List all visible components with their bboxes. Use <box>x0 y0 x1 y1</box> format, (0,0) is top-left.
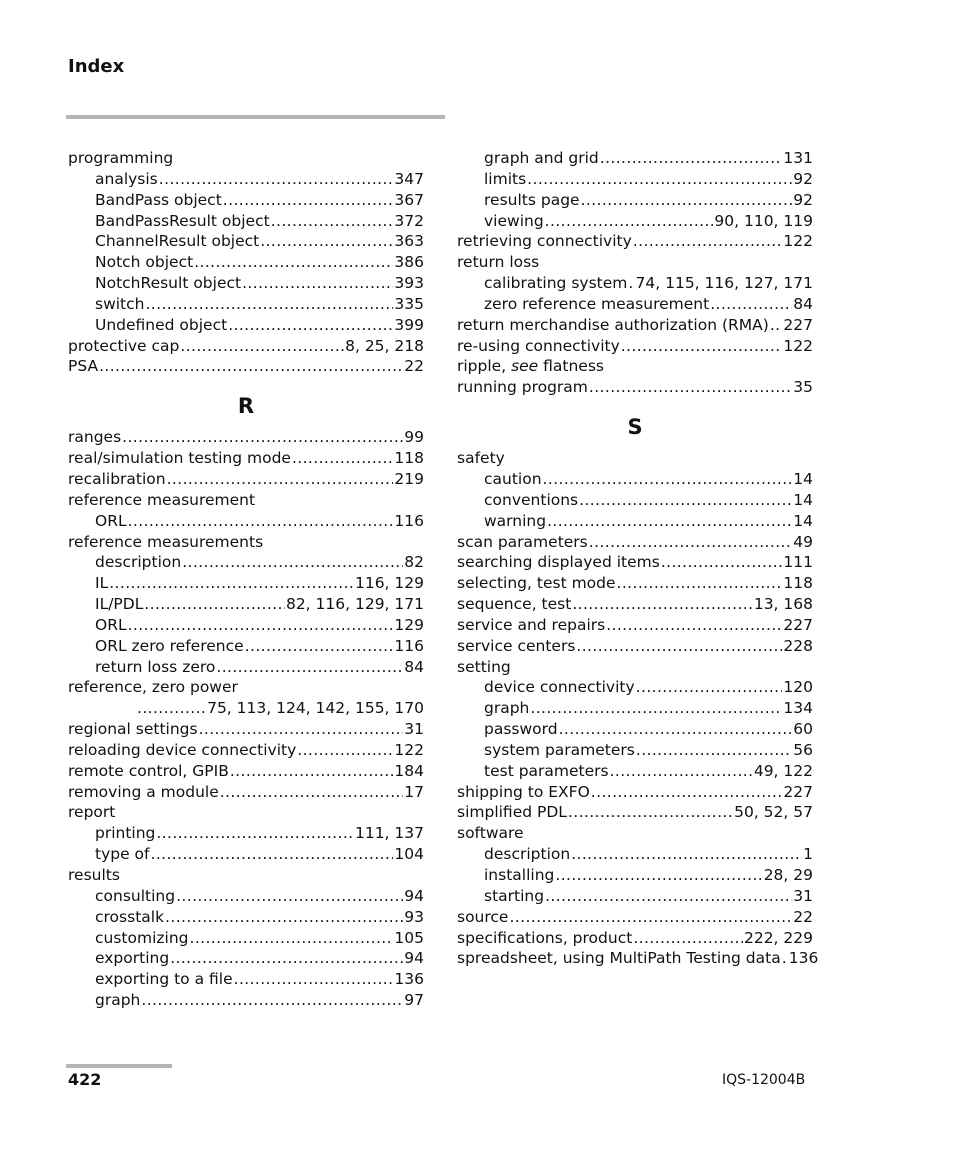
page-reference: 347 <box>394 169 424 188</box>
index-entry <box>68 336 424 357</box>
dot-leader <box>99 356 403 377</box>
index-entry <box>68 865 424 886</box>
page-reference: 134 <box>783 699 813 718</box>
page-reference: 14 <box>793 490 813 509</box>
index-term: reference measurements <box>68 532 264 551</box>
index-entry <box>457 823 813 844</box>
index-entry <box>457 356 813 377</box>
index-term: reloading device connectivity <box>68 740 297 759</box>
dot-leader <box>633 928 743 949</box>
see-reference: see <box>511 357 539 376</box>
index-entry <box>457 782 813 803</box>
index-subentry <box>68 552 424 573</box>
index-entry <box>68 740 424 761</box>
index-term: safety <box>457 449 505 468</box>
index-entry <box>457 231 813 252</box>
index-term: zero reference measurement <box>484 294 710 313</box>
dot-leader <box>145 294 393 315</box>
dot-leader <box>176 886 403 907</box>
index-entry <box>457 907 813 928</box>
index-term: return loss zero <box>95 657 216 676</box>
index-subentry <box>457 211 813 232</box>
index-term: running program <box>457 378 588 397</box>
index-term: scan parameters <box>457 532 588 551</box>
index-term: customizing <box>95 928 189 947</box>
page-reference: 129 <box>394 615 424 634</box>
index-subentry <box>457 190 813 211</box>
index-entry <box>68 448 424 469</box>
dot-leader <box>170 948 403 969</box>
index-term: exporting <box>95 949 170 968</box>
index-term: return loss <box>457 253 540 272</box>
page-reference: 84 <box>793 294 813 313</box>
dot-leader <box>770 315 783 336</box>
index-term: starting <box>484 886 545 905</box>
index-subentry <box>68 948 424 969</box>
index-entry <box>457 802 813 823</box>
index-subentry <box>457 886 813 907</box>
dot-leader <box>230 761 394 782</box>
page-title: Index <box>68 56 125 77</box>
index-entry <box>68 490 424 511</box>
index-term: reference measurement <box>68 490 256 509</box>
index-term: BandPassResult object <box>95 211 270 230</box>
index-subentry <box>68 294 424 315</box>
index-term: removing a module <box>68 782 219 801</box>
dot-leader <box>260 231 393 252</box>
index-term: installing <box>484 866 555 884</box>
page-reference: 8, 25, 218 <box>345 336 424 355</box>
index-term: consulting <box>95 886 176 905</box>
index-subentry <box>68 511 424 532</box>
index-column-right <box>457 148 819 969</box>
index-subentry <box>68 636 424 657</box>
index-subentry <box>68 273 424 294</box>
dot-leader <box>122 427 403 448</box>
index-term: regional settings <box>68 720 198 739</box>
dot-leader <box>591 782 783 803</box>
index-term: simplified PDL <box>457 803 567 822</box>
dot-leader <box>527 169 792 190</box>
index-entry <box>457 532 813 553</box>
see-target: flatness <box>538 357 604 376</box>
page-reference: 111 <box>783 553 813 572</box>
page-reference: 104 <box>394 845 424 864</box>
index-term: description <box>95 553 182 572</box>
dot-leader <box>156 823 354 844</box>
index-term: switch <box>95 294 145 313</box>
page-reference: 227 <box>783 615 813 634</box>
index-entry <box>68 532 424 553</box>
dot-leader <box>182 552 403 573</box>
page-reference: 118 <box>394 449 424 468</box>
page-reference: 120 <box>783 678 813 697</box>
page-reference: 60 <box>793 720 813 739</box>
index-term: programming <box>68 149 174 167</box>
index-term: setting <box>457 657 511 676</box>
dot-leader <box>600 148 783 169</box>
index-subentry <box>457 169 813 190</box>
page-reference: 74, 115, 116, 127, 171 <box>635 274 813 293</box>
index-term: test parameters <box>484 761 609 780</box>
page-reference: 84 <box>404 657 424 676</box>
dot-leader <box>547 511 792 532</box>
page-reference: 116 <box>394 636 424 655</box>
index-column-left <box>68 148 424 1011</box>
index-term: caution <box>484 469 542 488</box>
page-reference: 17 <box>404 782 424 801</box>
index-term: conventions <box>484 490 579 509</box>
page-reference: 228 <box>783 636 813 655</box>
page-reference: 35 <box>793 378 813 397</box>
page-number: 422 <box>68 1070 102 1089</box>
index-term: ORL <box>95 511 127 530</box>
page-reference: 50, 52, 57 <box>734 803 813 822</box>
header-rule <box>66 115 445 119</box>
index-term: real/simulation testing mode <box>68 449 291 468</box>
page-reference: 122 <box>783 336 813 355</box>
dot-leader <box>530 698 782 719</box>
dot-leader <box>228 315 393 336</box>
index-term: selecting, test mode <box>457 574 616 593</box>
page-reference: 122 <box>394 740 424 759</box>
index-term: graph <box>484 699 530 718</box>
dot-leader <box>579 490 792 511</box>
index-subentry <box>68 844 424 865</box>
page-reference: 22 <box>793 907 813 926</box>
index-term: ORL zero reference <box>95 636 244 655</box>
index-term: crosstalk <box>95 907 165 926</box>
index-term: system parameters <box>484 740 635 759</box>
dot-leader <box>137 698 206 719</box>
page-reference: 31 <box>793 886 813 905</box>
index-subentry <box>457 511 813 532</box>
index-subentry <box>68 886 424 907</box>
index-term: reference, zero power <box>68 678 238 697</box>
index-subentry <box>68 928 424 949</box>
index-subentry <box>457 844 813 865</box>
index-entry <box>68 719 424 740</box>
page-reference: 99 <box>404 428 424 447</box>
page-reference: 82, 116, 129, 171 <box>285 595 424 614</box>
dot-leader <box>628 273 634 294</box>
dot-leader <box>234 969 394 990</box>
index-term: report <box>68 803 116 822</box>
page-reference: 399 <box>394 315 424 334</box>
page-reference: 1 <box>803 845 813 864</box>
index-term: ranges <box>68 428 122 447</box>
index-term: device connectivity <box>484 678 635 697</box>
dot-leader <box>159 169 394 190</box>
dot-leader <box>194 252 393 273</box>
index-term: service and repairs <box>457 615 606 634</box>
index-entry <box>457 948 819 969</box>
index-subentry <box>68 969 424 990</box>
index-letter-heading: R <box>237 394 255 419</box>
index-subentry <box>68 990 424 1011</box>
dot-leader <box>165 907 403 928</box>
dot-leader <box>710 294 792 315</box>
index-subentry <box>68 169 424 190</box>
index-entry <box>457 448 813 469</box>
index-subentry <box>457 148 813 169</box>
dot-leader <box>555 865 762 886</box>
page-reference: 97 <box>404 991 424 1010</box>
page-reference: 94 <box>404 886 424 905</box>
dot-leader <box>589 532 793 553</box>
page-reference: 335 <box>394 294 424 313</box>
index-term: type of <box>95 845 150 864</box>
page-reference: 28, 29 <box>763 866 813 884</box>
index-entry <box>68 802 424 823</box>
index-entry <box>457 377 813 398</box>
index-entry <box>68 356 424 377</box>
page-reference: 13, 168 <box>753 595 813 614</box>
page-reference: 93 <box>404 907 424 926</box>
index-subentry <box>68 190 424 211</box>
index-subentry <box>68 573 424 594</box>
page-reference: 372 <box>394 211 424 230</box>
page-reference: 122 <box>783 232 813 251</box>
index-entry <box>68 427 424 448</box>
index-entry <box>457 336 813 357</box>
index-subentry <box>457 761 813 782</box>
index-entry <box>457 615 813 636</box>
index-subentry <box>457 740 813 761</box>
index-term: specifications, product <box>457 928 633 947</box>
dot-leader <box>216 657 403 678</box>
dot-leader <box>141 990 403 1011</box>
index-subentry <box>68 252 424 273</box>
index-subentry <box>457 698 813 719</box>
dot-leader <box>271 211 394 232</box>
index-subentry <box>457 677 813 698</box>
page-reference: 14 <box>793 469 813 488</box>
dot-leader <box>545 886 792 907</box>
page-reference: 75, 113, 124, 142, 155, 170 <box>207 699 424 718</box>
index-term: PSA <box>68 357 99 376</box>
footer-rule <box>66 1064 172 1068</box>
index-term: warning <box>484 511 547 530</box>
page-reference: 136 <box>394 970 424 989</box>
dot-leader <box>151 844 394 865</box>
dot-leader <box>610 761 753 782</box>
dot-leader <box>180 336 344 357</box>
index-term: protective cap <box>68 336 180 355</box>
index-term: exporting to a file <box>95 970 233 989</box>
index-term: graph and grid <box>484 149 599 167</box>
index-subentry <box>68 231 424 252</box>
index-subentry <box>68 594 424 615</box>
index-term: IL/PDL <box>95 595 144 614</box>
dot-leader <box>543 469 793 490</box>
index-subentry <box>457 469 813 490</box>
index-subentry <box>68 907 424 928</box>
page-reference: 118 <box>783 574 813 593</box>
index-term: BandPass object <box>95 190 222 209</box>
page-reference: 90, 110, 119 <box>714 211 813 230</box>
page-reference: 219 <box>394 469 424 488</box>
index-term: service centers <box>457 636 576 655</box>
index-term: spreadsheet, using MultiPath Testing data <box>457 949 781 968</box>
dot-leader <box>190 928 394 949</box>
page-reference: 222, 229 <box>743 928 813 947</box>
dot-leader <box>509 907 792 928</box>
index-term: remote control, GPIB <box>68 761 229 780</box>
page-reference: 92 <box>793 169 813 188</box>
index-term: IL <box>95 574 109 593</box>
index-subentry <box>457 865 813 886</box>
index-subentry <box>457 490 813 511</box>
dot-leader <box>545 211 714 232</box>
page-reference: 49 <box>793 532 813 551</box>
index-term: re-using connectivity <box>457 336 620 355</box>
index-term: results <box>68 866 120 884</box>
index-entry <box>457 928 813 949</box>
dot-leader <box>167 469 394 490</box>
index-subentry <box>457 294 813 315</box>
page-reference: 386 <box>394 253 424 272</box>
index-term: ChannelResult object <box>95 232 260 251</box>
index-subentry <box>457 719 813 740</box>
index-subentry <box>457 273 813 294</box>
dot-leader <box>661 552 783 573</box>
index-term: Undefined object <box>95 315 228 334</box>
index-term: searching displayed items <box>457 553 660 572</box>
index-term: source <box>457 907 509 926</box>
page-reference: 92 <box>793 190 813 209</box>
page-reference: 131 <box>783 149 813 167</box>
dot-leader <box>621 336 783 357</box>
index-term: shipping to EXFO <box>457 782 590 801</box>
dot-leader <box>606 615 782 636</box>
index-entry <box>457 657 813 678</box>
index-entry <box>68 148 424 169</box>
index-entry <box>68 677 424 698</box>
index-term: return merchandise authorization (RMA) <box>457 315 769 334</box>
dot-leader <box>782 948 788 969</box>
index-subentry <box>68 823 424 844</box>
index-term: recalibration <box>68 469 166 488</box>
dot-leader <box>292 448 393 469</box>
index-term: software <box>457 824 524 843</box>
page-reference: 116, 129 <box>354 574 424 593</box>
page-reference: 14 <box>793 511 813 530</box>
page-reference: 94 <box>404 949 424 968</box>
index-entry <box>68 761 424 782</box>
page-reference: 363 <box>394 232 424 251</box>
page-reference: 136 <box>788 949 819 968</box>
index-term: graph <box>95 991 141 1010</box>
index-subentry <box>68 657 424 678</box>
index-term: ORL <box>95 615 127 634</box>
index-entry <box>68 698 424 719</box>
dot-leader <box>128 511 394 532</box>
index-letter-heading: S <box>627 415 643 440</box>
index-subentry <box>68 615 424 636</box>
index-entry <box>68 782 424 803</box>
index-term: ripple, <box>457 357 512 376</box>
dot-leader <box>571 844 802 865</box>
page-reference: 111, 137 <box>354 824 424 843</box>
dot-leader <box>636 740 792 761</box>
index-term: sequence, test <box>457 595 572 614</box>
page-reference: 56 <box>793 740 813 759</box>
page-reference: 227 <box>783 782 813 801</box>
index-term: viewing <box>484 211 544 230</box>
index-entry <box>457 594 813 615</box>
index-term: password <box>484 720 558 739</box>
dot-leader <box>223 190 394 211</box>
index-entry <box>457 552 813 573</box>
dot-leader <box>220 782 404 803</box>
dot-leader <box>568 802 733 823</box>
index-term: Notch object <box>95 253 194 272</box>
dot-leader <box>581 190 793 211</box>
index-entry <box>457 252 813 273</box>
dot-leader <box>109 573 354 594</box>
page-reference: 116 <box>394 511 424 530</box>
dot-leader <box>636 677 783 698</box>
index-subentry <box>68 211 424 232</box>
dot-leader <box>199 719 404 740</box>
dot-leader <box>128 615 394 636</box>
index-entry <box>457 636 813 657</box>
dot-leader <box>576 636 782 657</box>
dot-leader <box>617 573 783 594</box>
page-reference: 49, 122 <box>753 761 813 780</box>
index-term: analysis <box>95 169 158 188</box>
page-reference: 82 <box>404 553 424 572</box>
page-reference: 393 <box>394 274 424 293</box>
index-entry <box>457 573 813 594</box>
index-term: description <box>484 845 571 864</box>
dot-leader <box>559 719 793 740</box>
document-code: IQS-12004B <box>722 1072 806 1088</box>
page-reference: 184 <box>394 761 424 780</box>
page-reference: 227 <box>783 315 813 334</box>
dot-leader <box>245 636 394 657</box>
dot-leader <box>572 594 753 615</box>
page-reference: 367 <box>394 190 424 209</box>
page-reference: 22 <box>404 357 424 376</box>
dot-leader <box>297 740 393 761</box>
page-reference: 31 <box>404 720 424 739</box>
index-term: retrieving connectivity <box>457 232 632 251</box>
index-term: limits <box>484 169 527 188</box>
dot-leader <box>242 273 393 294</box>
dot-leader <box>144 594 285 615</box>
index-term: results page <box>484 190 580 209</box>
index-entry <box>68 469 424 490</box>
index-term: printing <box>95 824 156 843</box>
index-entry <box>457 315 813 336</box>
index-subentry <box>68 315 424 336</box>
index-term: calibrating system <box>484 274 628 293</box>
dot-leader <box>633 231 783 252</box>
dot-leader <box>589 377 792 398</box>
page-reference: 105 <box>394 928 424 947</box>
index-term: NotchResult object <box>95 274 242 293</box>
